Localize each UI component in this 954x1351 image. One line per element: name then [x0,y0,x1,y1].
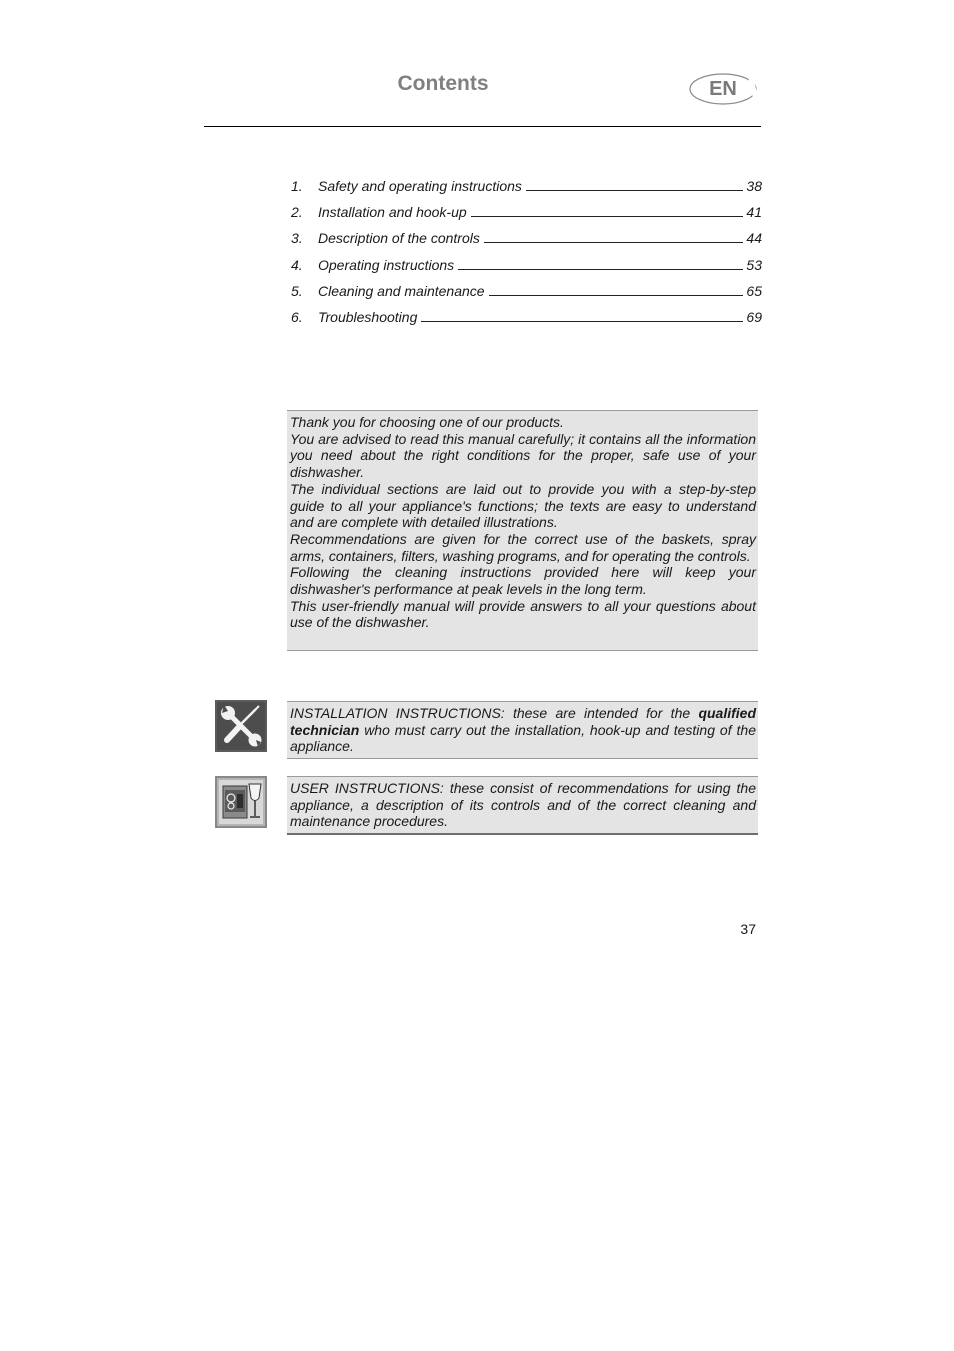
toc-page: 53 [746,256,762,273]
toc-label: Safety and operating instructions [318,178,522,194]
toc-leader [421,309,743,322]
toc-page: 44 [746,230,762,247]
toc-entry[interactable] [291,257,762,283]
page-number: 37 [740,921,756,937]
intro-paragraph: Following the cleaning instructions provided here will keep your dishwasher's performance at peak levels in the long term. [290,564,756,598]
intro-paragraph: You are advised to read this manual carefully; it contains all the information you need about the right conditions for the proper, safe use of your dishwasher. [290,430,756,481]
toc-number: 2. [291,204,303,221]
toc-label: Operating instructions [318,256,455,273]
toc-label: Troubleshooting [318,308,418,325]
header-rule [204,126,761,127]
intro-paragraph: Recommendations are given for the correct use of the baskets, spray arms, containers, filters, washing programs, and for operating the controls. [290,530,756,564]
intro-paragraph: The individual sections are laid out to provide you with a step-by-step guide to all your appliance's functions; the texts are easy to understand and are complete with detailed illustrations. [290,480,756,531]
page-title: Contents [397,72,489,95]
language-code: EN [709,78,737,100]
installation-emphasis: qualified technician [290,705,756,738]
toc-leader [526,178,744,191]
intro-box [287,410,758,651]
toc-page: 38 [746,178,762,194]
toc-number: 1. [291,178,303,194]
toc-entry[interactable] [291,309,762,335]
installation-instructions-box [287,701,758,759]
toc-label: Cleaning and maintenance [318,282,485,299]
installation-note [290,705,756,755]
toc-leader [484,230,744,243]
installation-text-end: who must carry out the installation, hook-up and testing of the appliance. [290,721,756,755]
wrench-screwdriver-icon [215,700,267,752]
toc-entry[interactable] [291,230,762,256]
intro-paragraph: This user-friendly manual will provide answers to all your questions about use of the dishwasher. [290,597,756,631]
toc-leader [489,283,744,296]
toc-leader [471,204,744,217]
table-of-contents [291,178,762,335]
toc-number: 6. [291,308,303,325]
toc-label: Description of the controls [318,230,480,247]
intro-paragraph: Thank you for choosing one of our products. [290,414,564,430]
toc-number: 5. [291,282,303,299]
toc-entry[interactable] [291,178,762,204]
language-badge [689,73,757,105]
toc-leader [458,257,743,270]
toc-number: 3. [291,230,303,247]
toc-entry[interactable] [291,204,762,230]
toc-number: 4. [291,256,303,273]
user-note: USER INSTRUCTIONS: these consist of recommendations for using the appliance, a description of its controls and of the correct cleaning and maintenance procedures. [290,780,756,830]
user-instructions-box [287,776,758,835]
toc-label: Installation and hook-up [318,204,467,221]
toc-page: 41 [746,204,762,221]
toc-page: 65 [746,282,762,299]
toc-entry[interactable] [291,283,762,309]
installation-text-start: INSTALLATION INSTRUCTIONS: these are intended for the [290,705,699,721]
toc-page: 69 [746,308,762,325]
dishwasher-glass-icon [215,776,267,828]
